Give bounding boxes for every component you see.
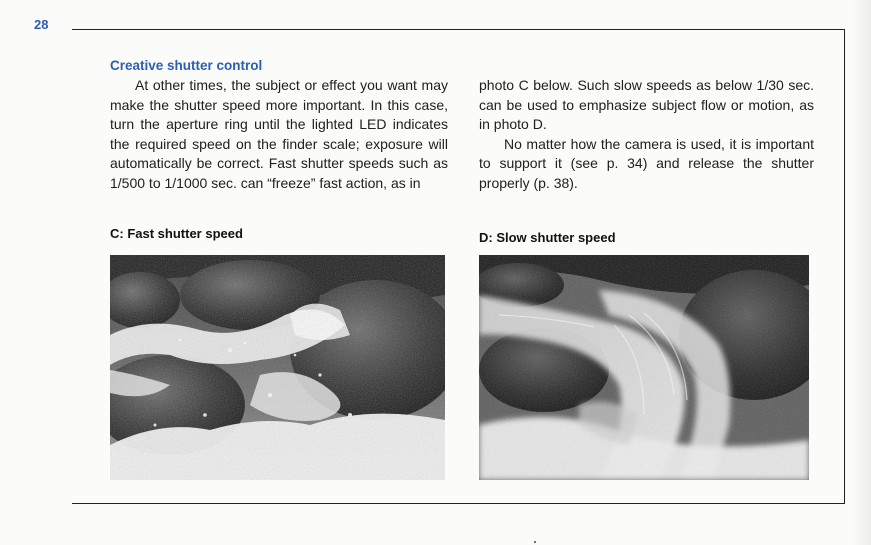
- body-column-right: [479, 76, 814, 193]
- page-edge-shadow: [853, 0, 871, 545]
- photo-d-image: [479, 255, 809, 480]
- section-title: Creative shutter control: [110, 58, 263, 73]
- page-number: 28: [34, 17, 49, 32]
- photo-c-fast-shutter: [110, 255, 445, 480]
- paragraph: photo C below. Such slow speeds as below 1/30 sec. can be used to emphasize subject flow or motion, as in photo D.: [479, 77, 814, 132]
- photo-d-slow-shutter: [479, 255, 809, 480]
- print-speck: [534, 541, 536, 543]
- photo-c-image: [110, 255, 445, 480]
- right-rule: [844, 29, 845, 504]
- photo-d-caption: D: Slow shutter speed: [479, 230, 616, 245]
- photo-c-caption: C: Fast shutter speed: [110, 226, 243, 241]
- body-column-left: [110, 76, 448, 193]
- top-rule: [72, 29, 845, 30]
- paragraph: No matter how the camera is used, it is important to support it (see p. 34) and release the shutter properly (p. 38).: [479, 135, 814, 191]
- bottom-rule: [72, 503, 845, 504]
- paragraph: At other times, the subject or effect you want may make the shutter speed more important. In this case, turn the aperture ring until the lighted LED indicates the required speed on the finder scale; exposure will automatically be correct. Fast shutter speeds such as 1/500 to 1/1000 sec. can “freeze” fast action, as in: [110, 77, 448, 191]
